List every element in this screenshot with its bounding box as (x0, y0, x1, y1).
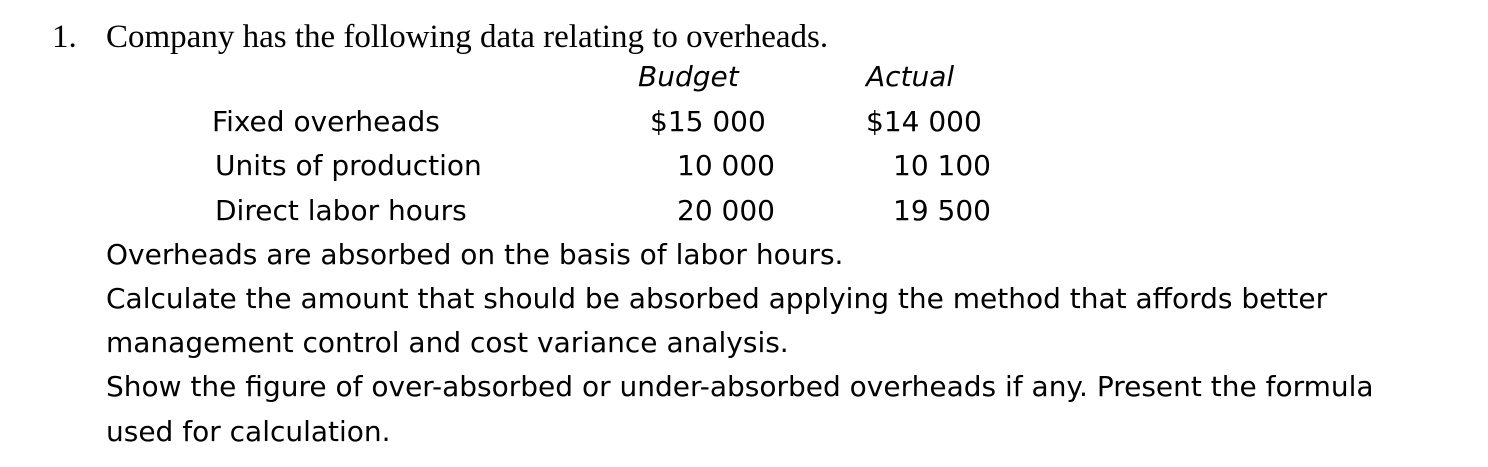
cell-budget-fixed-overheads: $15 000 (650, 105, 766, 138)
cell-actual-units-of-production: 10 100 (893, 149, 991, 182)
column-header-actual: Actual (866, 60, 955, 93)
row-label-fixed-overheads: Fixed overheads (212, 105, 440, 138)
cell-budget-units-of-production: 10 000 (677, 149, 775, 182)
column-header-budget: Budget (638, 60, 739, 93)
question-number: 1. (52, 19, 77, 55)
cell-budget-direct-labor-hours: 20 000 (677, 194, 775, 227)
row-label-direct-labor-hours: Direct labor hours (215, 194, 467, 227)
question-heading-text: Company has the following data relating to overheads. (106, 19, 829, 55)
question-heading (52, 12, 828, 62)
cell-actual-direct-labor-hours: 19 500 (893, 194, 991, 227)
cell-actual-fixed-overheads: $14 000 (866, 105, 982, 138)
body-line-formula: used for calculation. (106, 415, 391, 448)
body-line-management-control: management control and cost variance analysis. (106, 326, 789, 359)
body-line-absorption-basis: Overheads are absorbed on the basis of labor hours. (106, 238, 844, 271)
row-label-units-of-production: Units of production (215, 149, 482, 182)
body-line-show-figure: Show the figure of over-absorbed or under-absorbed overheads if any. Present the formula (106, 370, 1374, 403)
body-line-calculate-instruction: Calculate the amount that should be absorbed applying the method that affords better (106, 282, 1328, 315)
